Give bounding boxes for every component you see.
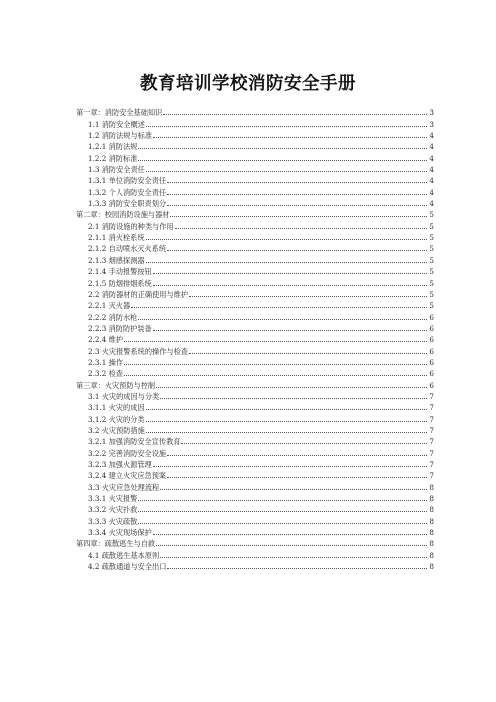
toc-entry-label: 3.1 火灾的成因与分类 [88,391,160,401]
toc-entry[interactable] [76,231,434,242]
toc-leader-dots [156,545,427,546]
toc-entry[interactable] [76,514,434,525]
toc-page-number: 6 [429,357,434,367]
toc-entry[interactable] [76,253,434,264]
toc-leader-dots [181,443,427,444]
toc-leader-dots [153,137,427,138]
toc-entry[interactable] [76,412,434,423]
toc-entry[interactable] [76,151,434,162]
toc-page-number: 4 [429,199,434,209]
toc-entry-label: 2.2.4 维护 [88,335,123,345]
toc-entry[interactable] [76,344,434,355]
toc-leader-dots [146,421,427,422]
toc-page-number: 7 [429,448,434,458]
toc-leader-dots [138,500,427,501]
toc-leader-dots [189,353,427,354]
toc-page-number: 3 [429,108,434,118]
toc-entry-label: 2.1 消防设施的种类与作用 [88,221,174,231]
toc-entry-label: 3.3.4 火灾现场保护 [88,528,152,538]
toc-entry-label: 2.2.1 灭火器 [88,301,131,311]
toc-entry[interactable] [76,265,434,276]
toc-page-number: 5 [429,233,434,243]
toc-entry-label: 2.2.2 消防水枪 [88,312,138,322]
toc-entry-label: 3.1.2 火灾的分类 [88,414,145,424]
toc-page-number: 7 [429,391,434,401]
toc-leader-dots [160,398,427,399]
toc-page-number: 6 [429,380,434,390]
toc-entry[interactable] [76,378,434,389]
toc-entry[interactable] [76,310,434,321]
toc-entry[interactable] [76,424,434,435]
document-title: 教育培训学校消防安全手册 [140,74,356,94]
toc-leader-dots [170,216,427,217]
toc-page-number: 5 [429,267,434,277]
toc-page-number: 5 [429,278,434,288]
toc-leader-dots [167,568,427,569]
toc-leader-dots [146,432,427,433]
toc-entry-label: 2.3.1 操作 [88,357,123,367]
toc-entry-label: 1.3.1 单位消防安全责任 [88,176,167,186]
toc-page-number: 4 [429,131,434,141]
toc-leader-dots [153,273,427,274]
toc-entry-label: 3.2.3 加强火源管理 [88,460,152,469]
toc-entry-label: 第二章：校园消防设施与器材 [76,210,170,220]
toc-leader-dots [189,296,427,297]
toc-entry[interactable] [76,242,434,253]
toc-entry[interactable] [76,446,434,457]
toc-leader-dots [156,387,427,388]
toc-entry[interactable] [76,299,434,310]
toc-leader-dots [153,466,427,467]
toc-leader-dots [160,557,427,558]
toc-page-number: 5 [429,289,434,299]
toc-leader-dots [175,228,427,229]
toc-entry[interactable] [76,526,434,537]
toc-page-number: 7 [429,460,434,469]
toc-entry[interactable] [76,129,434,140]
toc-page-number: 6 [429,346,434,356]
toc-entry[interactable] [76,333,434,344]
toc-leader-dots [167,250,427,251]
toc-entry[interactable] [76,140,434,151]
toc-entry-label: 3.3 火灾应急处理流程 [88,482,160,492]
toc-entry-label: 3.3.1 火灾报警 [88,494,138,504]
toc-entry-label: 4.1 疏散逃生基本原则 [88,550,160,560]
toc-entry[interactable] [76,163,434,174]
toc-page-number: 5 [429,244,434,254]
toc-leader-dots [153,330,427,331]
toc-entry-label: 第三章：火灾预防与控制 [76,380,156,390]
toc-entry-label: 1.3.2 个人消防安全责任 [88,187,167,197]
toc-leader-dots [124,364,427,365]
toc-entry[interactable] [76,503,434,514]
toc-entry-label: 3.2.2 完善消防安全设施 [88,448,167,458]
toc-entry-label: 3.1.1 火灾的成因 [88,403,145,413]
toc-leader-dots [167,182,427,183]
toc-leader-dots [138,523,427,524]
toc-leader-dots [131,307,427,308]
toc-leader-dots [167,194,427,195]
toc-page-number: 5 [429,255,434,265]
toc-entry-label: 2.2 消防器材的正确使用与维护 [88,289,188,299]
toc-entry[interactable] [76,492,434,503]
toc-leader-dots [146,171,427,172]
toc-leader-dots [167,455,427,456]
toc-leader-dots [146,262,427,263]
toc-leader-dots [138,148,427,149]
toc-page-number: 6 [429,312,434,322]
toc-entry[interactable] [76,276,434,287]
toc-page-number: 5 [429,210,434,220]
toc-entry[interactable] [76,322,434,333]
toc-page-number: 6 [429,369,434,379]
toc-leader-dots [160,489,427,490]
toc-leader-dots [138,511,427,512]
toc-entry-label: 2.2.3 消防防护装备 [88,323,152,333]
toc-entry-label: 第一章：消防安全基础知识 [76,108,163,118]
toc-leader-dots [124,375,427,376]
toc-page-number: 4 [429,187,434,197]
toc-entry-label: 1.3 消防安全责任 [88,165,145,175]
toc-page-number: 8 [429,539,434,549]
toc-leader-dots [146,126,427,127]
toc-page-number: 8 [429,482,434,492]
toc-leader-dots [153,285,427,286]
toc-entry[interactable] [76,356,434,367]
toc-entry-label: 1.3.3 消防安全职责划分 [88,199,167,209]
toc-leader-dots [138,319,427,320]
toc-entry-label: 2.1.5 防烟排烟系统 [88,278,152,288]
toc-entry-label: 2.1.4 手动报警按钮 [88,267,152,277]
toc-entry-label: 3.3.2 火灾扑救 [88,505,138,515]
toc-entry-label: 第四章：疏散逃生与自救 [76,539,156,549]
toc-entry[interactable] [76,185,434,196]
toc-leader-dots [124,341,427,342]
toc-entry[interactable] [76,560,434,571]
toc-entry-label: 2.1.3 烟感探测器 [88,255,145,265]
table-of-contents [76,106,434,571]
toc-entry-label: 1.2 消防法规与标准 [88,131,153,141]
toc-page-number: 6 [429,335,434,345]
toc-page-number: 7 [429,425,434,435]
toc-page-number: 5 [429,221,434,231]
toc-entry-label: 2.1.2 自动喷水灭火系统 [88,244,167,254]
toc-page-number: 8 [429,550,434,560]
toc-entry[interactable] [76,548,434,559]
toc-page-number: 4 [429,176,434,186]
toc-entry[interactable] [76,367,434,378]
toc-entry[interactable] [76,469,434,480]
toc-page-number: 8 [429,494,434,504]
toc-entry-label: 1.2.2 消防标准 [88,153,138,163]
toc-leader-dots [167,205,427,206]
toc-leader-dots [167,477,427,478]
toc-entry-label: 3.2 火灾预防措施 [88,425,145,435]
toc-entry[interactable] [76,208,434,219]
toc-page-number: 5 [429,301,434,311]
toc-entry-label: 2.1.1 消火栓系统 [88,233,145,243]
toc-entry[interactable] [76,480,434,491]
toc-entry[interactable] [76,174,434,185]
toc-page-number: 8 [429,562,434,572]
toc-entry-label: 2.3.2 检查 [88,369,123,379]
toc-entry-label: 1.1 消防安全概述 [88,119,145,129]
toc-entry-label: 3.2.1 加强消防安全宣传教育 [88,437,181,447]
toc-entry[interactable] [76,390,434,401]
toc-leader-dots [146,409,427,410]
toc-entry-label: 2.3 火灾报警系统的操作与检查 [88,346,188,356]
toc-page-number: 7 [429,403,434,413]
toc-entry-label: 3.3.3 火灾疏散 [88,516,138,526]
toc-entry-label: 3.2.4 建立火灾应急预案 [88,471,167,481]
toc-entry[interactable] [76,288,434,299]
toc-leader-dots [163,114,427,115]
toc-leader-dots [138,160,427,161]
toc-page-number: 7 [429,437,434,447]
toc-page-number: 3 [429,119,434,129]
toc-page-number: 7 [429,471,434,481]
toc-page-number: 8 [429,528,434,538]
toc-entry-label: 1.2.1 消防法规 [88,142,138,152]
toc-entry[interactable] [76,537,434,548]
toc-page-number: 4 [429,153,434,163]
toc-entry[interactable] [76,219,434,230]
toc-entry[interactable] [76,435,434,446]
toc-entry[interactable] [76,106,434,117]
toc-leader-dots [146,239,427,240]
toc-entry[interactable] [76,401,434,412]
toc-entry[interactable] [76,458,434,469]
toc-entry-label: 4.2 疏散通道与安全出口 [88,562,167,572]
toc-page-number: 4 [429,142,434,152]
toc-page-number: 6 [429,323,434,333]
toc-page-number: 4 [429,165,434,175]
toc-entry[interactable] [76,197,434,208]
toc-page-number: 8 [429,505,434,515]
toc-leader-dots [153,534,427,535]
toc-page-number: 8 [429,516,434,526]
toc-entry[interactable] [76,117,434,128]
toc-page-number: 7 [429,414,434,424]
